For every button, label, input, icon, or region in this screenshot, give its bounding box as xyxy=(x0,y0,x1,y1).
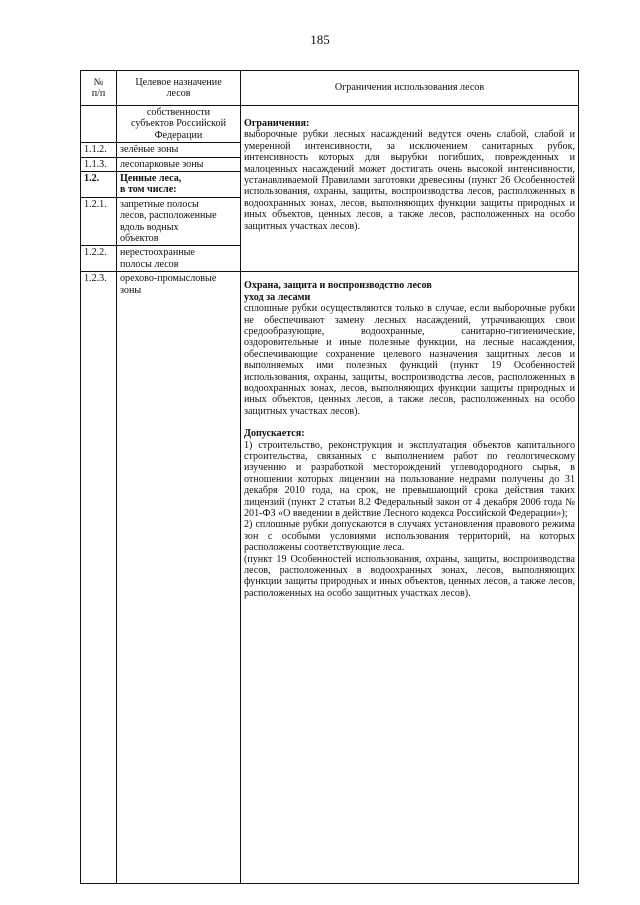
restrictions-text: выборочные рубки лесных насаждений ведутся очень слабой, слабой и умеренной интенсивности, за исключением санитарных рубок, интенсивность которых для вырубки погибших, поврежденных и малоценных насаждений может достигать очень высокой интенсивности, устанавливаемой Правилами заготовки древесины (пункт 26 Особенностей использования, охраны, защиты, воспроизводства лесов, расположенных в водоохранных зонах, лесов, выполняющих функции защиты природных и иных объектов, ценных лесов, а также лесов, расположенных на особо защитных участках лесов). xyxy=(244,129,575,232)
table-row xyxy=(81,106,579,143)
page-number: 185 xyxy=(310,32,330,47)
row-purpose: лесопарковые зоны xyxy=(117,157,241,171)
row-num: 1.2.1. xyxy=(81,197,117,246)
row-num: 1.2. xyxy=(81,172,117,198)
row-num: 1.2.2. xyxy=(81,246,117,272)
row-purpose: орехово-промысловые зоны xyxy=(117,272,241,884)
care-heading: уход за лесами xyxy=(244,291,311,303)
row-purpose: зелёные зоны xyxy=(117,143,241,157)
restrictions-table xyxy=(80,70,579,884)
table-row xyxy=(81,272,579,884)
clear-cutting-text: сплошные рубки осуществляются только в случае, если выборочные рубки не обеспечивают замену лесных насаждений, утрачивающих свои средообразующие, водоохранные, санитарно-гигиенические, оздоровительные и иные полезные функции, на лесные насаждения, обеспечивающие сохранение целевого назначения защитных лесов и выполняемых ими полезных функций (пункт 19 Особенностей использования, охраны, защиты, воспроизводства лесов, расположенных в водоохранных зонах, лесов, выполняющих функции защиты природных и иных объектов, ценных лесов, а также лесов, расположенных на особо защитных участках лесов). xyxy=(244,303,575,417)
allowed-item-1: 1) строительство, реконструкция и эксплуатация объектов капитального строительства, связанных с выполнением работ по геологическому изучению и разработкой месторождений углеводородного сырья, в отношении которых лицензии на пользование недрами получены до 31 декабря 2010 года, на срок, не превышающий срока действия таких лицензий (пункт 2 статьи 8.2 Федеральный закон от 4 декабря 2006 года № 201-ФЗ «О введении в действие Лесного кодекса Российской Федерации»); xyxy=(244,439,575,519)
allowed-heading: Допускается: xyxy=(244,428,305,440)
restrictions-cell-2 xyxy=(241,272,579,884)
row-purpose: собственности субъектов Российской Федерации xyxy=(117,106,241,143)
protection-heading: Охрана, защита и воспроизводство лесов xyxy=(244,280,432,292)
restrictions-cell-1 xyxy=(241,106,579,272)
header-purpose: Целевое назначение лесов xyxy=(117,71,241,106)
allowed-item-2-reference: (пункт 19 Особенностей использования, охраны, защиты, воспроизводства лесов, расположенных в водоохранных зонах, лесов, выполняющих функции защиты природных и иных объектов, ценных лесов, а также лесов, расположенных на особо защитных участках лесов). xyxy=(244,553,575,599)
restrictions-heading: Ограничения: xyxy=(244,118,310,129)
allowed-item-2: 2) сплошные рубки допускаются в случаях установления правового режима зон с особыми условиями использования территорий, на которых расположены соответствующие леса. xyxy=(244,519,575,554)
row-num: 1.2.3. xyxy=(81,272,117,884)
header-num: № п/п xyxy=(81,71,117,106)
row-num xyxy=(81,106,117,143)
row-purpose: нерестоохранные полосы лесов xyxy=(117,246,241,272)
row-purpose: Ценные леса, в том числе: xyxy=(117,172,241,198)
row-purpose: запретные полосы лесов, расположенные вдоль водных объектов xyxy=(117,197,241,246)
row-num: 1.1.2. xyxy=(81,143,117,157)
row-num: 1.1.3. xyxy=(81,157,117,171)
table-header-row xyxy=(81,71,579,106)
header-restrictions: Ограничения использования лесов xyxy=(241,71,579,106)
